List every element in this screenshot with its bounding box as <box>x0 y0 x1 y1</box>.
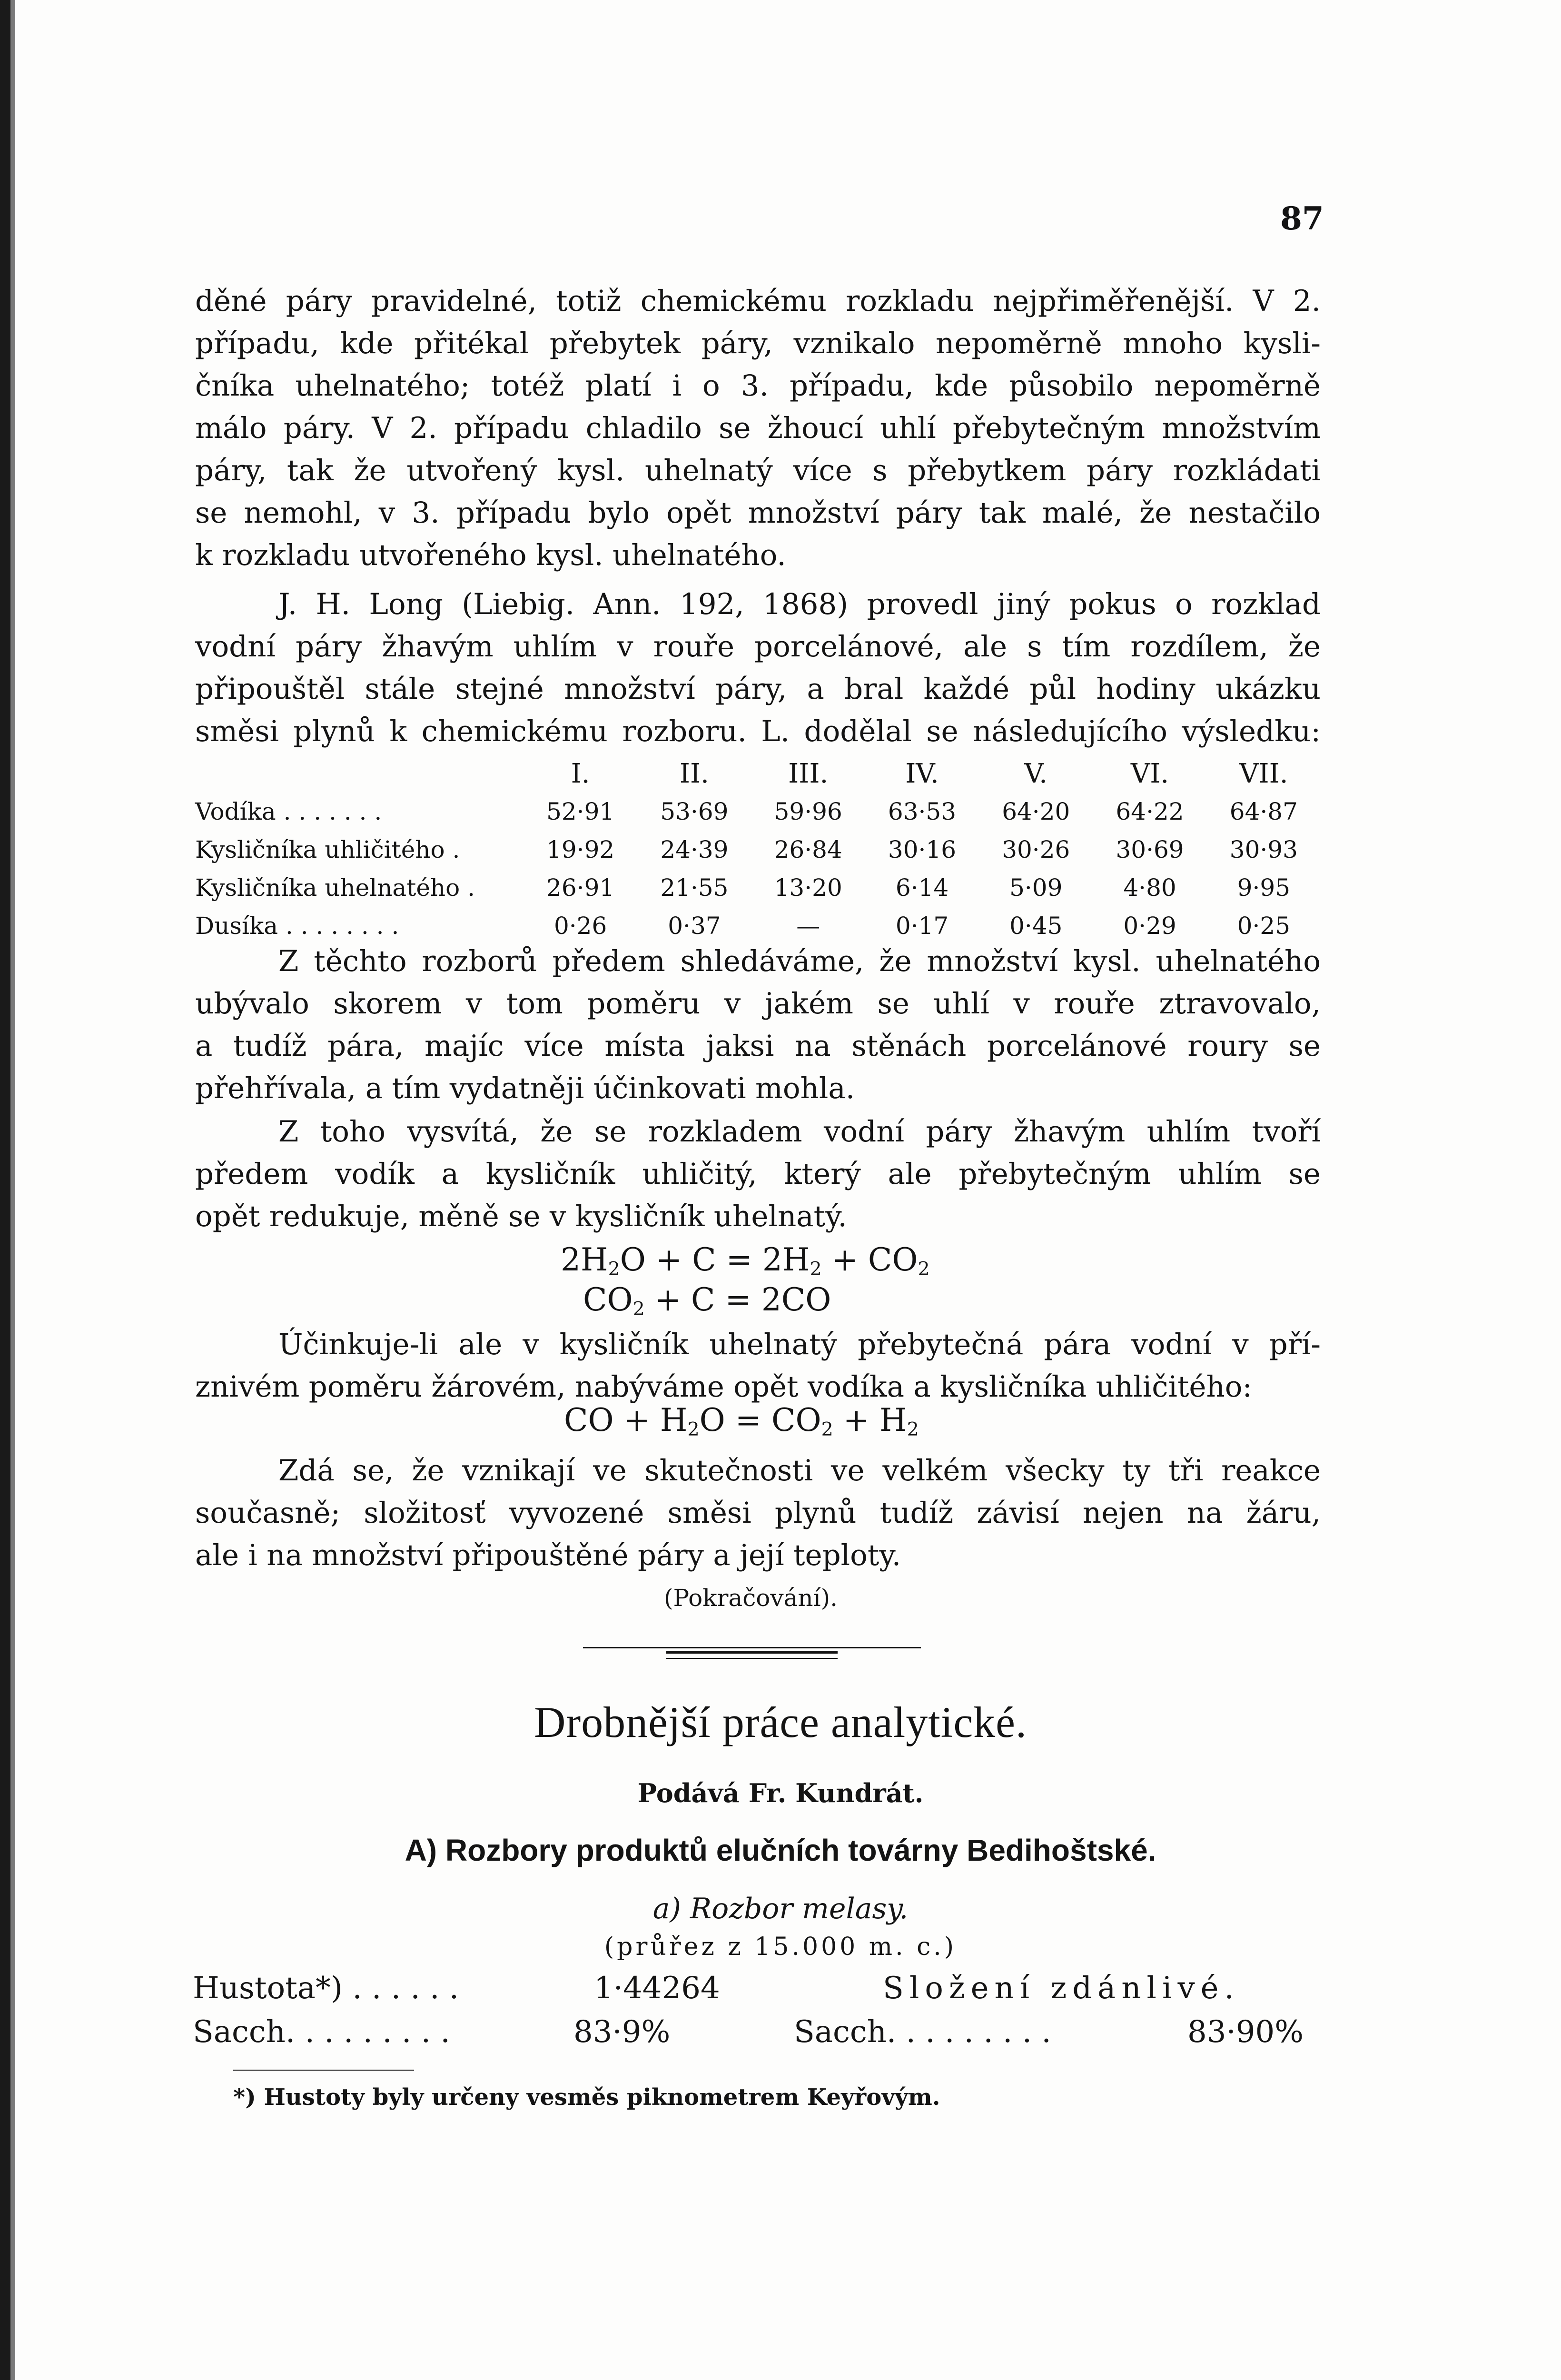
text-line: se nemohl, v 3. případu bylo opět množství páry tak malé, že nestačilo <box>195 496 1321 530</box>
paragraph-vysvita <box>195 1111 1321 1238</box>
table-column-header: I. <box>571 758 590 789</box>
row-label: Kysličníka uhličitého . <box>195 836 460 863</box>
table-cell: 26·91 <box>546 874 615 902</box>
table-column-header: VI. <box>1130 758 1169 789</box>
text-line: děné páry pravidelné, totiž chemickému rozkladu nejpřiměřenější. V 2. <box>195 284 1321 318</box>
table-cell: 59·96 <box>774 798 842 825</box>
continuation-note: (Pokračování). <box>664 1584 838 1612</box>
text-line: k rozkladu utvořeného kysl. uhelnatého. <box>195 538 786 572</box>
footnote-rule <box>233 2070 414 2071</box>
sacch-value-left: 83·9% <box>573 2014 671 2050</box>
table-cell: 19·92 <box>546 836 615 863</box>
equation-2: $CO_2 + C = 2CO$ <box>583 1281 831 1320</box>
table-column-header: III. <box>788 758 829 789</box>
table-cell: 0·25 <box>1237 912 1290 940</box>
table-cell: 0·17 <box>895 912 949 940</box>
table-cell: 64·87 <box>1229 798 1298 825</box>
table-cell: 0·45 <box>1009 912 1063 940</box>
text-line: ubývalo skorem v tom poměru v jakém se uhlí v rouře ztravovalo, <box>195 987 1321 1021</box>
text-line: předem vodík a kysličník uhličitý, který ale přebytečným uhlím se <box>195 1157 1321 1191</box>
table-cell: 6·14 <box>895 874 949 902</box>
page-number: 87 <box>1280 200 1324 237</box>
text-line: čníka uhelnatého; totéž platí i o 3. případu, kde působilo nepoměrně <box>195 369 1321 403</box>
text-line: Účinkuje-li ale v kysličník uhelnatý přebytečná pára vodní v pří- <box>278 1328 1321 1361</box>
text-line: ale i na množství připouštěné páry a její teploty. <box>195 1538 901 1572</box>
table-cell: 52·91 <box>546 798 615 825</box>
table-cell: 0·26 <box>553 912 607 940</box>
text-line: Zdá se, že vznikají ve skutečnosti ve velkém všecky ty tři reakce <box>278 1454 1321 1488</box>
subsection-title: A) Rozbory produktů elučních továrny Bedihoštské. <box>405 1833 1156 1867</box>
table-header-empty <box>195 754 524 793</box>
author-line: Podává Fr. Kundrát. <box>637 1778 924 1808</box>
text-line: znivém poměru žárovém, nabýváme opět vodíka a kysličníka uhličitého: <box>195 1370 1253 1404</box>
row-label: Kysličníka uhelnatého . <box>195 874 475 902</box>
cross-section-note: (průřez z 15.000 m. c.) <box>604 1933 957 1961</box>
text-line: připouštěl stále stejné množství páry, a bral každé půl hodiny ukázku <box>195 672 1321 706</box>
table-cell: 30·93 <box>1229 836 1298 863</box>
table-column-header: IV. <box>905 758 939 789</box>
equation-3: CO + $H_2O = CO_2 + H_2$ <box>564 1402 919 1440</box>
text-line: přehřívala, a tím vydatněji účinkovati mohla. <box>195 1071 855 1105</box>
table-cell: 5·09 <box>1009 874 1063 902</box>
text-line: J. H. Long (Liebig. Ann. 192, 1868) provedl jiný pokus o rozklad <box>278 587 1321 621</box>
table-cell: 4·80 <box>1123 874 1176 902</box>
sacch-value-right: 83·90% <box>1187 2014 1304 2050</box>
text-line: případu, kde přitékal přebytek páry, vznikalo nepoměrně mnoho kysli- <box>195 327 1321 360</box>
paragraph-long <box>195 583 1321 753</box>
table-cell: 0·29 <box>1123 912 1176 940</box>
sub-heading: a) Rozbor melasy. <box>652 1892 909 1925</box>
sacch-label-left: Sacch. . . . . . . . . <box>193 2014 450 2050</box>
table-row <box>195 793 1321 831</box>
paragraph-ucinkuje <box>195 1323 1321 1408</box>
divider-rule <box>583 1647 921 1648</box>
table-cell: 30·26 <box>1002 836 1070 863</box>
table-cell: — <box>796 912 820 940</box>
text-line: směsi plynů k chemickému rozboru. L. dodělal se následujícího výsledku: <box>195 714 1321 748</box>
text-line: vodní páry žhavým uhlím v rouře porcelánové, ale s tím rozdílem, že <box>195 630 1321 664</box>
table-cell: 24·39 <box>660 836 729 863</box>
divider-rule-thin <box>666 1658 838 1659</box>
table-cell: 53·69 <box>660 798 729 825</box>
density-label: Hustota*) . . . . . . <box>193 1971 459 2006</box>
table-cell: 0·37 <box>668 912 721 940</box>
text-line: Z těchto rozborů předem shledáváme, že množství kysl. uhelnatého <box>278 944 1321 978</box>
table-column-header: II. <box>679 758 709 789</box>
table-row <box>195 869 1321 907</box>
scan-edge-shadow <box>10 0 15 2380</box>
text-line: opět redukuje, měně se v kysličník uhelnatý. <box>195 1200 847 1233</box>
table-row <box>195 907 1321 945</box>
text-line: Z toho vysvítá, že se rozkladem vodní páry žhavým uhlím tvoří <box>278 1115 1321 1149</box>
footnote: *) Hustoty byly určeny vesměs piknometrem Keyřovým. <box>233 2084 940 2111</box>
table-cell: 30·16 <box>888 836 957 863</box>
paragraph-zda <box>195 1449 1321 1577</box>
row-label: Dusíka . . . . . . . . <box>195 912 399 940</box>
row-label: Vodíka . . . . . . . <box>195 798 382 825</box>
table-cell: 64·22 <box>1116 798 1184 825</box>
table-header-row <box>195 754 1321 793</box>
text-line: páry, tak že utvořený kysl. uhelnatý více s přebytkem páry rozkládati <box>195 454 1321 487</box>
paragraph-rozboru <box>195 940 1321 1110</box>
table-row <box>195 831 1321 869</box>
paragraph-continuation <box>195 280 1321 576</box>
equation-1: $2H_2O + C = 2H_2 + CO_2$ <box>561 1241 930 1280</box>
analysis-table <box>195 754 1321 945</box>
table-column-header: V. <box>1024 758 1047 789</box>
text-line: současně; složitosť vyvozené směsi plynů tudíž závisí nejen na žáru, <box>195 1496 1321 1530</box>
table-cell: 9·95 <box>1237 874 1290 902</box>
scan-edge <box>0 0 10 2380</box>
density-value: 1·44264 <box>594 1971 720 2006</box>
table-cell: 21·55 <box>660 874 729 902</box>
divider-rule-center <box>666 1651 838 1654</box>
table-cell: 64·20 <box>1002 798 1070 825</box>
sacch-label-right: Sacch. . . . . . . . . <box>794 2014 1051 2050</box>
table-cell: 13·20 <box>774 874 842 902</box>
table-cell: 30·69 <box>1116 836 1184 863</box>
table-cell: 63·53 <box>888 798 957 825</box>
composition-heading: Složení zdánlivé. <box>883 1971 1240 2006</box>
table-column-header: VII. <box>1239 758 1288 789</box>
table-cell: 26·84 <box>774 836 842 863</box>
text-line: a tudíž pára, majíc více místa jaksi na stěnách porcelánové roury se <box>195 1029 1321 1063</box>
section-title: Drobnější práce analytické. <box>534 1698 1027 1746</box>
text-line: málo páry. V 2. případu chladilo se žhoucí uhlí přebytečným množstvím <box>195 411 1321 445</box>
